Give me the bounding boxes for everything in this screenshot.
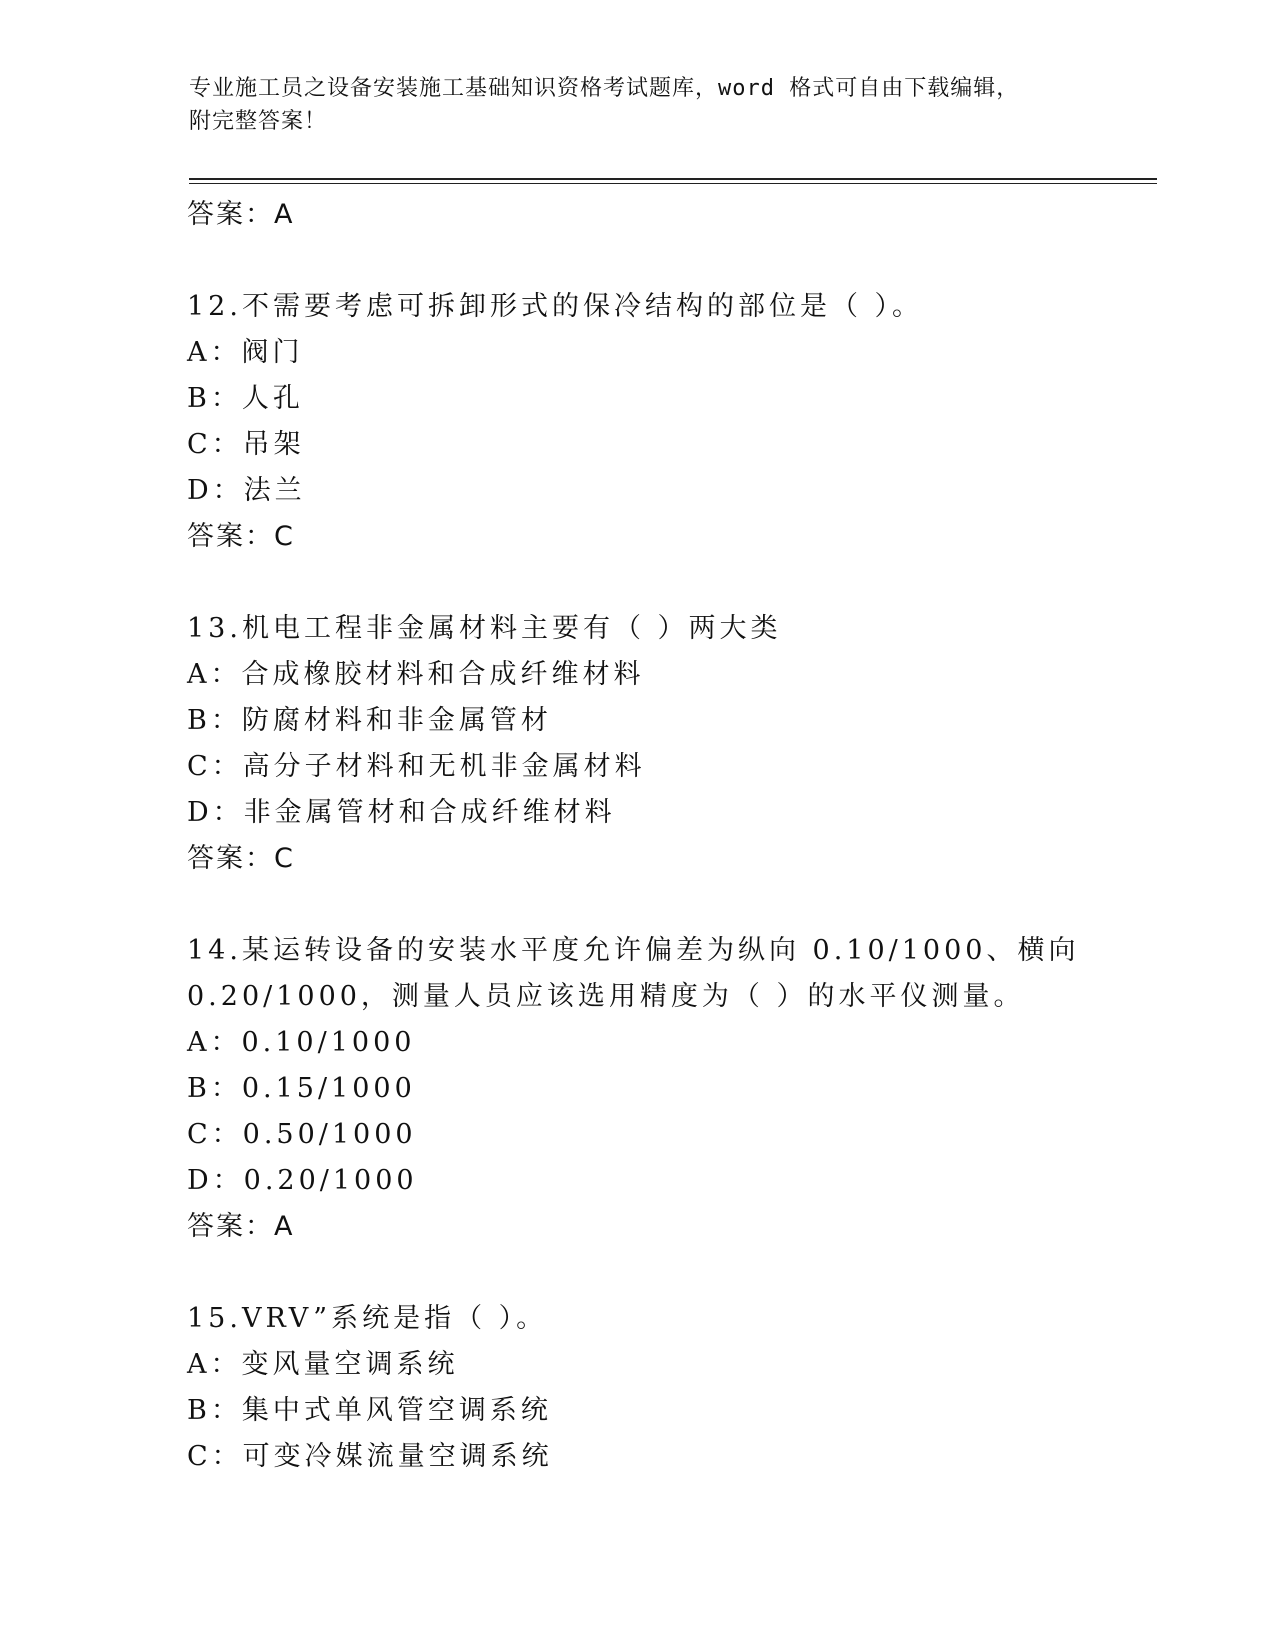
option-a: A：0.10/1000 [187,1027,416,1058]
question-block [187,928,1147,1250]
option-a: A：变风量空调系统 [187,1349,459,1380]
header-line-1: 专业施工员之设备安装施工基础知识资格考试题库，word 格式可自由下载编辑， [189,76,1020,101]
question-stem: 13.机电工程非金属材料主要有（ ）两大类 [187,613,782,644]
header-rule-thick [189,178,1157,180]
question-stem-line-1: 14.某运转设备的安装水平度允许偏差为纵向 0.10/1000、横向 [187,935,1080,966]
option-b: B：0.15/1000 [187,1073,416,1104]
question-stem: 12.不需要考虑可拆卸形式的保冷结构的部位是（ ）。 [187,291,924,322]
option-b: B：集中式单风管空调系统 [187,1395,552,1426]
spacer [187,560,1147,606]
answer-line: 答案：C [187,843,295,874]
question-list [187,192,1147,1480]
option-b: B：人孔 [187,383,304,414]
option-d: D：非金属管材和合成纤维材料 [187,797,616,828]
question-block [187,1296,1147,1480]
option-c: C：可变冷媒流量空调系统 [187,1441,553,1472]
question-block [187,606,1147,882]
option-c: C：吊架 [187,429,305,460]
option-d: D：0.20/1000 [187,1165,418,1196]
option-d: D：法兰 [187,475,306,506]
question-block [187,284,1147,560]
header-rule-thin [189,183,1157,184]
answer-line: 答案：A [187,1211,295,1242]
option-b: B：防腐材料和非金属管材 [187,705,552,736]
option-c: C：0.50/1000 [187,1119,417,1150]
spacer [187,882,1147,928]
option-a: A：合成橡胶材料和合成纤维材料 [187,659,645,690]
option-c: C：高分子材料和无机非金属材料 [187,751,646,782]
previous-answer: 答案：A [187,199,295,230]
option-a: A：阀门 [187,337,304,368]
question-stem: 15.VRV”系统是指（ ）。 [187,1303,548,1334]
spacer [187,238,1147,284]
document-header [189,72,1089,138]
header-line-2: 附完整答案！ [189,109,328,134]
spacer [187,1250,1147,1296]
answer-line: 答案：C [187,521,295,552]
question-stem-line-2: 0.20/1000，测量人员应该选用精度为（ ）的水平仪测量。 [187,981,1025,1012]
